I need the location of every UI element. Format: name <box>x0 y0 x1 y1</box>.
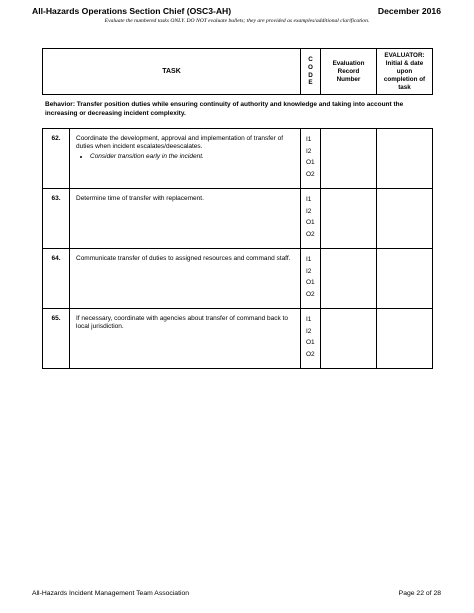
task-description <box>70 189 301 249</box>
document-title: All-Hazards Operations Section Chief (OSC3-AH) <box>32 6 232 16</box>
task-number: 62. <box>43 129 70 189</box>
table-row <box>43 249 433 309</box>
code-value: I1 <box>306 136 312 143</box>
column-header-table <box>42 48 433 95</box>
code-value: O1 <box>306 219 315 226</box>
code-value: I2 <box>306 267 312 275</box>
task-bullet: • Consider transition early in the incident. <box>90 153 294 161</box>
evaluation-record-cell[interactable] <box>321 309 377 369</box>
task-description <box>70 309 301 369</box>
code-value: O1 <box>306 339 315 346</box>
task-codes <box>301 189 321 249</box>
evaluation-record-cell[interactable] <box>321 189 377 249</box>
task-text: Determine time of transfer with replacement. <box>76 195 204 202</box>
code-letter: E <box>308 79 313 87</box>
code-value: O1 <box>306 159 315 166</box>
code-value: O2 <box>306 350 315 358</box>
task-text: Communicate transfer of duties to assigned resources and command staff. <box>76 255 291 262</box>
table-row <box>43 309 433 369</box>
code-value: I2 <box>306 327 312 335</box>
evaluator-cell[interactable] <box>377 189 433 249</box>
code-value: I1 <box>306 316 312 323</box>
task-number: 65. <box>43 309 70 369</box>
behavior-statement: Behavior: Transfer position duties while ensuring continuity of authority and knowledge and taking into account the increasing or decreasing incident complexity. <box>45 101 404 117</box>
task-table <box>42 128 433 369</box>
code-column-header <box>301 49 321 95</box>
task-column-header: TASK <box>43 49 301 95</box>
evaluation-record-cell[interactable] <box>321 129 377 189</box>
code-value: I1 <box>306 256 312 263</box>
task-codes <box>301 249 321 309</box>
evaluation-note: Evaluate the numbered tasks ONLY. DO NOT evaluate bullets; they are provided as examples/additional clarification. <box>104 18 370 24</box>
evaluator-cell[interactable] <box>377 249 433 309</box>
code-value: I2 <box>306 207 312 215</box>
task-text: Coordinate the development, approval and implementation of transfer of duties when incident escalates/deescalates. <box>76 135 284 151</box>
table-row <box>43 129 433 189</box>
evaluator-column-header: EVALUATOR: Initial & date upon completion of task <box>377 49 433 95</box>
code-value: O2 <box>306 170 315 178</box>
code-letter: O <box>308 63 313 71</box>
code-value: O1 <box>306 279 315 286</box>
code-value: I1 <box>306 196 312 203</box>
evaluator-cell[interactable] <box>377 309 433 369</box>
footer-organization: All-Hazards Incident Management Team Association <box>32 590 190 597</box>
code-letter: D <box>308 71 313 79</box>
code-value: O2 <box>306 290 315 298</box>
evaluator-cell[interactable] <box>377 129 433 189</box>
task-text: If necessary, coordinate with agencies about transfer of command back to local jurisdiction. <box>76 315 288 331</box>
table-row <box>43 189 433 249</box>
code-value: I2 <box>306 147 312 155</box>
task-codes <box>301 129 321 189</box>
document-date: December 2016 <box>377 6 441 16</box>
evaluation-record-cell[interactable] <box>321 249 377 309</box>
code-letter: C <box>308 55 313 63</box>
page-number: Page 22 of 28 <box>398 590 441 597</box>
task-description <box>70 129 301 189</box>
code-value: O2 <box>306 230 315 238</box>
task-number: 63. <box>43 189 70 249</box>
task-number: 64. <box>43 249 70 309</box>
evaluation-record-column-header: Evaluation Record Number <box>321 49 377 95</box>
task-description <box>70 249 301 309</box>
task-codes <box>301 309 321 369</box>
